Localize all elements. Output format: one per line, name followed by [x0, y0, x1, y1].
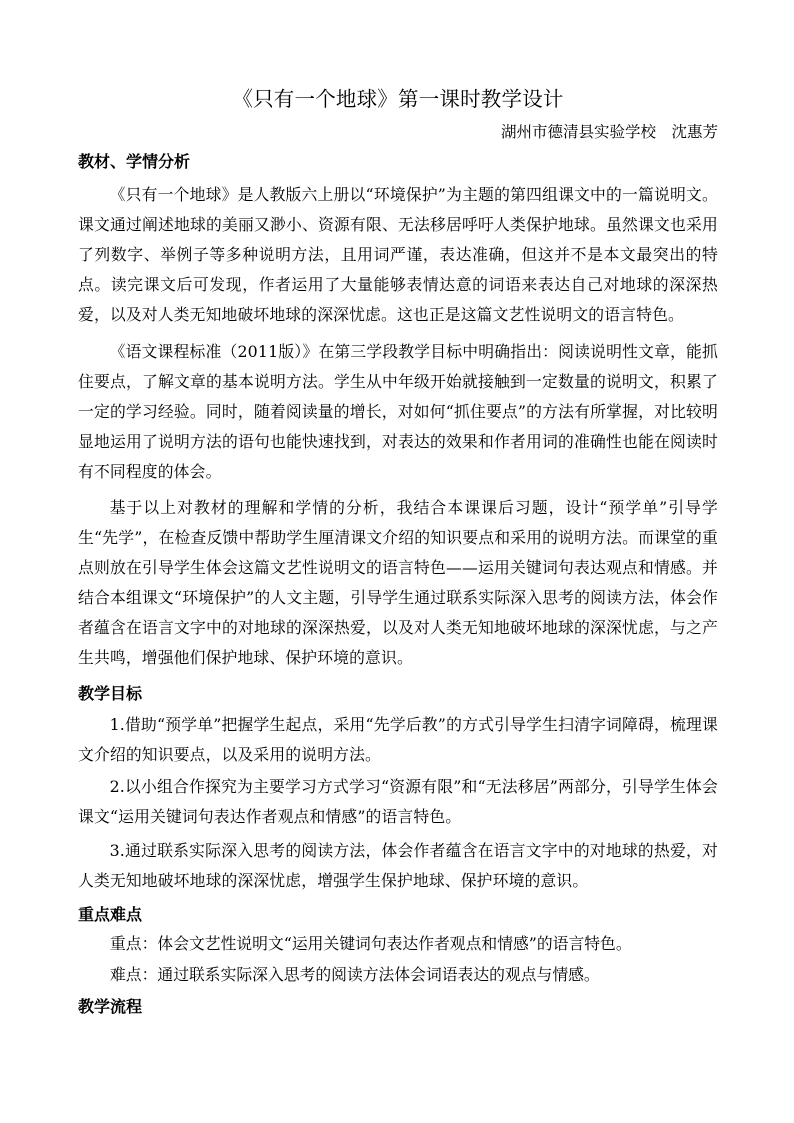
section-heading-goals: 教学目标 [78, 684, 143, 703]
analysis-paragraph-3: 基于以上对教材的理解和学情的分析，我结合本课课后习题，设计“预学单”引导学生“先学”，在检查反馈中帮助学生厘清课文介绍的知识要点和采用的说明方法。而课堂的重点则放在引导学生体会这篇文艺性说明文的语言特色——运用关键词句表达观点和情感。并结合本组课文“环境保护”的人文主题，引导学生通过联系实际深入思考的阅读方法，体会作者蕴含在语言文字中的对地球的深深热爱，以及对人类无知地破坏地球的深深忧虑，与之产生共鸣，增强他们保护地球、保护环境的意识。 [78, 498, 718, 667]
author-line: 湖州市德清县实验学校 沈惠芳 [500, 123, 718, 141]
section-heading-process: 教学流程 [78, 997, 143, 1016]
section-heading-keypoints: 重点难点 [78, 905, 143, 924]
analysis-paragraph-1: 《只有一个地球》是人教版六上册以“环境保护”为主题的第四组课文中的一篇说明文。课文通过阐述地球的美丽又渺小、资源有限、无法移居呼吁人类保护地球。虽然课文也采用了列数字、举例子等多种说明方法，且用词严谨，表达准确，但这并不是本文最突出的特点。读完课文后可发现，作者运用了大量能够表情达意的词语来表达自己对地球的深深热爱，以及对人类无知地破坏地球的深深忧虑。这也正是这篇文艺性说明文的语言特色。 [78, 185, 718, 324]
goal-item-2: 2.以小组合作探究为主要学习方式学习“资源有限”和“无法移居”两部分，引导学生体会课文“运用关键词句表达作者观点和情感”的语言特色。 [78, 777, 718, 826]
section-heading-analysis: 教材、学情分析 [78, 152, 191, 171]
goal-item-1: 1.借助“预学单”把握学生起点，采用“先学后教”的方式引导学生扫清字词障碍，梳理课文介绍的知识要点，以及采用的说明方法。 [78, 715, 718, 764]
difficult-point: 难点：通过联系实际深入思考的阅读方法体会词语表达的观点与情感。 [110, 965, 600, 984]
goal-item-3: 3.通过联系实际深入思考的阅读方法，体会作者蕴含在语言文字中的对地球的热爱，对人类无知地破坏地球的深深忧虑，增强学生保护地球、保护环境的意识。 [78, 841, 718, 890]
key-point: 重点：体会文艺性说明文“运用关键词句表达作者观点和情感”的语言特色。 [110, 934, 632, 953]
document-title: 《只有一个地球》第一课时教学设计 [232, 87, 564, 111]
analysis-paragraph-2: 《语文课程标准（2011版）》在第三学段教学目标中明确指出：阅读说明性文章，能抓住要点，了解文章的基本说明方法。学生从中年级开始就接触到一定数量的说明文，积累了一定的学习经验。同时，随着阅读量的增长，对如何“抓住要点”的方法有所掌握，对比较明显地运用了说明方法的语句也能快速找到，对表达的效果和作者用词的准确性也能在阅读时有不同程度的体会。 [78, 342, 718, 481]
